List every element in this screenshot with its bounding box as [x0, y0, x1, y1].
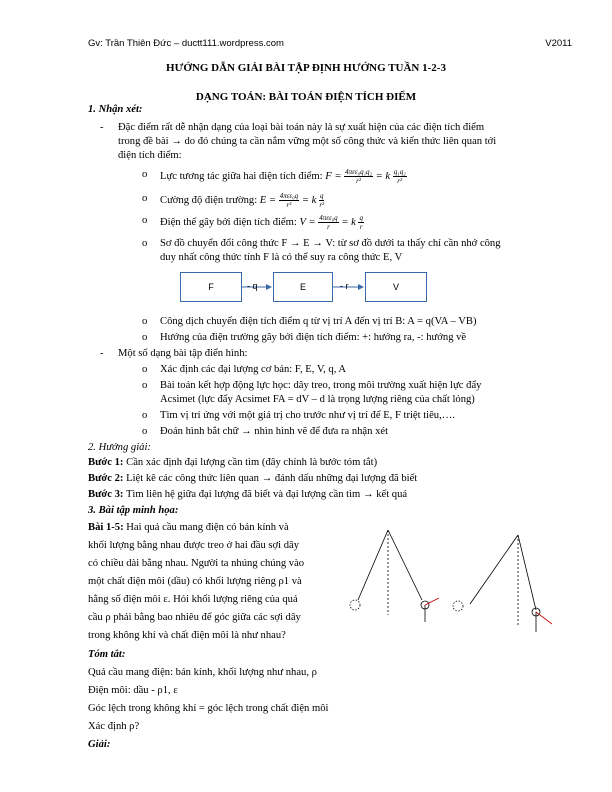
bullet-o: o: [142, 364, 148, 375]
formula-potential-label: Điện thế gây bởi điện tích điểm: V = $\frac{\text{4πεε₀q}}{r}$ = k $\frac{q}{r}$: [160, 214, 363, 231]
section-2-heading: 2. Hướng giải:: [88, 442, 151, 453]
step-1: Bước 1: Cần xác định đại lượng cần tìm (đây chính là bước tóm tắt): [88, 457, 378, 468]
arrow-label-q: - q: [247, 281, 258, 291]
problem-line-4: một chất điện môi (dầu) có khối lượng riêng ρ1 và: [88, 576, 302, 587]
problem-types-heading: Một số dạng bài tập điển hình:: [118, 348, 248, 359]
bullet-o: o: [142, 410, 148, 421]
type-1: Xác định các đại lượng cơ bản: F, E, V, q, A: [160, 364, 347, 375]
formula-field-label: Cường độ điện trường: E = $\frac{\text{4πεε₀q}}{\text{r²}}$ = k $\frac{q}{\text{r²}}$: [160, 192, 325, 209]
formula-force: F = $\frac{\text{4πεε₀q₁q₂}}{\text{r²}}$ = k $\frac{\text{q₁q₂}}{\text{r²}}$: [325, 168, 406, 185]
summary-line-3: Góc lệch trong không khí = góc lệch trong chất điện môi: [88, 703, 329, 714]
diagram-box-f: F: [180, 272, 242, 302]
diagram-box-e: E: [273, 272, 333, 302]
section-1-heading: 1. Nhận xét:: [88, 104, 143, 115]
string-left-1: [358, 530, 388, 600]
formula-field: E = $\frac{\text{4πεε₀q}}{\text{r²}}$ = k $\frac{q}{\text{r²}}$: [259, 192, 325, 209]
force-vector-2: [536, 612, 552, 624]
bullet-o: o: [142, 380, 148, 391]
diagram-text-line-1: Sơ đồ chuyển đổi công thức F → E → V: từ sơ đồ dưới ta thấy chỉ cần nhớ công: [160, 238, 501, 249]
intro-line-2: trong đề bài → do đó chúng ta cần nắm vững một số công thức và kiến thức liên quan tới: [118, 136, 497, 147]
intro-line-1: Đặc điểm rất dễ nhận dạng của loại bài toán này là sự xuất hiện của các điện tích điểm: [118, 122, 485, 133]
bullet-o: o: [142, 426, 148, 437]
bullet-o: o: [142, 193, 148, 204]
work-formula: Công dịch chuyển điện tích điểm q từ vị trí A đến vị trí B: A = q(VA – VB): [160, 316, 477, 327]
header-version: V2011: [545, 38, 572, 49]
bullet-o: o: [142, 316, 148, 327]
bullet-o: o: [142, 332, 148, 343]
type-4: Đoán hình bắt chữ → nhìn hình vẽ để đưa ra nhận xét: [160, 426, 389, 437]
step-2: Bước 2: Liệt kê các công thức liên quan → đánh dấu những đại lượng đã biết: [88, 473, 418, 484]
sphere-left-2: [453, 601, 463, 611]
diagram-box-v: V: [365, 272, 427, 302]
string-right-2: [518, 535, 536, 610]
summary-line-1: Quả cầu mang điện: bán kính, khối lượng như nhau, ρ: [88, 667, 317, 678]
bullet-dash: -: [100, 348, 104, 359]
header-author: Gv: Trần Thiên Đức – ductt111.wordpress.com: [88, 38, 284, 49]
section-3-heading: 3. Bài tập minh họa:: [88, 505, 179, 516]
document-title: HƯỚNG DẪN GIẢI BÀI TẬP ĐỊNH HƯỚNG TUẦN 1-2-3: [166, 62, 446, 74]
problem-line-2: khối lượng bằng nhau được treo ở hai đầu sợi dây: [88, 540, 300, 551]
diagram-text-line-2: duy nhất công thức tính F là có thể suy ra công thức E, V: [160, 252, 403, 263]
type-2-line-2: Acsimet (lực đẩy Acsimet FA = dV – d là trọng lượng riêng của chất lỏng): [160, 394, 475, 405]
solution-heading: Giải:: [88, 739, 111, 750]
string-right-1: [388, 530, 422, 600]
summary-heading: Tóm tắt:: [88, 649, 126, 660]
pendulum-figure: [340, 520, 580, 640]
bullet-o: o: [142, 169, 148, 180]
bullet-o: o: [142, 238, 148, 249]
arrow-label-r: - r: [340, 281, 349, 291]
bullet-o: o: [142, 215, 148, 226]
string-left-2: [470, 535, 518, 604]
summary-line-4: Xác định ρ?: [88, 721, 140, 732]
sphere-left-1: [350, 600, 360, 610]
summary-line-2: Điện môi: dầu - ρ1, ε: [88, 685, 178, 696]
field-direction: Hướng của điện trường gây bởi điện tích điểm: +: hướng ra, -: hướng về: [160, 332, 467, 343]
type-3: Tìm vị trí ứng với một giá trị cho trước như vị trí để E, F triệt tiêu,….: [160, 410, 455, 421]
step-3: Bước 3: Tìm liên hệ giữa đại lượng đã biết và đại lượng cần tìm → kết quả: [88, 489, 408, 500]
type-2-line-1: Bài toán kết hợp động lực học: dây treo, trong môi trường xuất hiện lực đẩy: [160, 380, 482, 391]
intro-line-3: điện tích điểm:: [118, 150, 182, 161]
formula-potential: V = $\frac{\text{4πεε₀q}}{r}$ = k $\frac{q}{r}$: [299, 214, 363, 231]
problem-line-3: có chiều dài bằng nhau. Người ta nhúng chúng vào: [88, 558, 305, 569]
problem-line-6: cầu ρ phải bằng bao nhiêu để góc giữa các sợi dây: [88, 612, 301, 623]
document-subtitle: DẠNG TOÁN: BÀI TOÁN ĐIỆN TÍCH ĐIỂM: [195, 91, 417, 103]
problem-line-7: trong không khí và chất điện môi là như nhau?: [88, 630, 286, 641]
problem-line-1: Bài 1-5: Hai quả cầu mang điện có bán kính và: [88, 522, 289, 533]
bullet-dash: -: [100, 122, 104, 133]
problem-line-5: hằng số điện môi ε. Hỏi khối lượng riêng của quả: [88, 594, 298, 605]
formula-force-label: Lực tương tác giữa hai điện tích điểm: F = $\frac{\text{4πεε₀q₁q₂}}{\text{r²}}$ = k $\frac{\text{q₁q₂}}{\text{r²}}$: [160, 168, 406, 185]
